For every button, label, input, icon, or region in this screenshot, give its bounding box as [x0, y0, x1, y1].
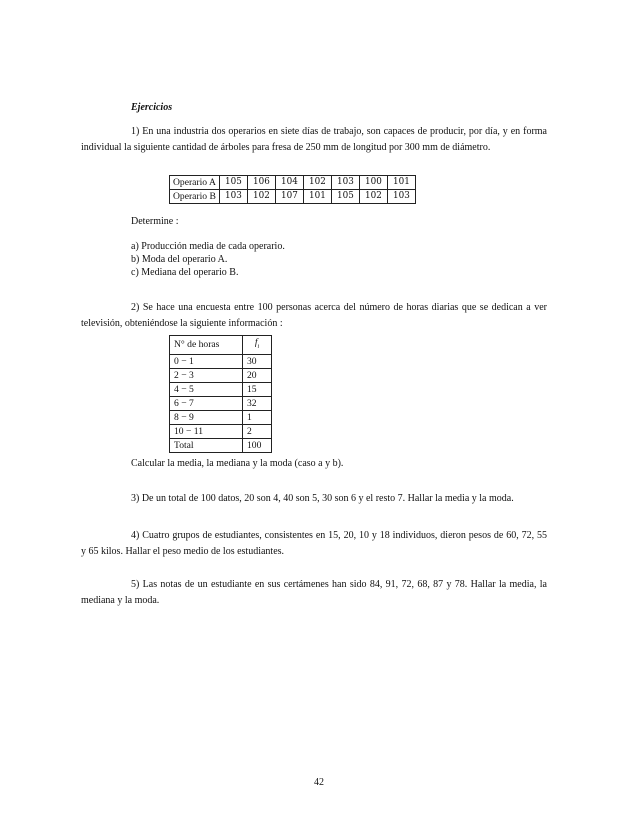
hours-cell: 4 − 5 [170, 382, 243, 396]
table-row [170, 382, 272, 396]
frequency-cell: 100 [243, 438, 272, 452]
page-number: 42 [314, 777, 324, 788]
table-cell: 107 [275, 190, 303, 204]
operario-table [169, 175, 416, 204]
frequency-cell: 30 [243, 354, 272, 368]
table-cell: 103 [331, 176, 359, 190]
header-fi: $f_i$ [243, 336, 272, 355]
table-cell: 102 [303, 176, 331, 190]
exercise-4-text: 4) Cuatro grupos de estudiantes, consistentes en 15, 20, 10 y 18 individuos, dieron pesos de 60, 72, 55 y 65 kilos. Hallar el peso medio de los estudiantes. [81, 530, 547, 557]
table-header-row [170, 336, 272, 355]
hours-cell: 8 − 9 [170, 410, 243, 424]
table-cell: 105 [219, 176, 247, 190]
hours-cell: Total [170, 438, 243, 452]
table-cell: 105 [331, 190, 359, 204]
item-b: b) Moda del operario A. [131, 254, 228, 265]
hours-cell: 0 − 1 [170, 354, 243, 368]
exercise-2-instruction: Calcular la media, la mediana y la moda (caso a y b). [131, 458, 344, 469]
table-cell: 103 [387, 190, 415, 204]
hours-table [169, 335, 272, 453]
exercise-1-text: 1) En una industria dos operarios en siete días de trabajo, son capaces de producir, por día, y en forma individual la siguiente cantidad de árboles para fresa de 250 mm de longitud por 300 mm de diámetro. [81, 126, 547, 153]
hours-cell: 10 − 11 [170, 424, 243, 438]
frequency-cell: 20 [243, 368, 272, 382]
table-cell: 100 [359, 176, 387, 190]
table-row [170, 424, 272, 438]
header-hours: N° de horas [170, 336, 243, 355]
table-row [170, 396, 272, 410]
frequency-cell: 1 [243, 410, 272, 424]
section-title: Ejercicios [131, 102, 173, 113]
determine-label: Determine : [131, 216, 179, 227]
frequency-cell: 32 [243, 396, 272, 410]
exercise-2-text: 2) Se hace una encuesta entre 100 personas acerca del número de horas diarias que se dedican a ver televisión, obteniéndose la siguiente información : [81, 302, 547, 329]
hours-cell: 6 − 7 [170, 396, 243, 410]
row-label: Operario A [170, 176, 220, 190]
table-cell: 106 [247, 176, 275, 190]
frequency-cell: 2 [243, 424, 272, 438]
table-row [170, 438, 272, 452]
table-cell: 101 [303, 190, 331, 204]
item-c: c) Mediana del operario B. [131, 267, 239, 278]
table-cell: 104 [275, 176, 303, 190]
table-row [170, 190, 416, 204]
hours-cell: 2 − 3 [170, 368, 243, 382]
exercise-3-text: 3) De un total de 100 datos, 20 son 4, 40 son 5, 30 son 6 y el resto 7. Hallar la media y la moda. [131, 493, 514, 504]
exercise-5-text: 5) Las notas de un estudiante en sus certámenes han sido 84, 91, 72, 68, 87 y 78. Hallar la media, la mediana y la moda. [81, 579, 547, 606]
table-row [170, 354, 272, 368]
row-label: Operario B [170, 190, 220, 204]
table-cell: 102 [247, 190, 275, 204]
table-cell: 101 [387, 176, 415, 190]
table-row [170, 410, 272, 424]
table-row [170, 176, 416, 190]
table-cell: 102 [359, 190, 387, 204]
table-cell: 103 [219, 190, 247, 204]
frequency-cell: 15 [243, 382, 272, 396]
table-row [170, 368, 272, 382]
item-a: a) Producción media de cada operario. [131, 241, 285, 252]
